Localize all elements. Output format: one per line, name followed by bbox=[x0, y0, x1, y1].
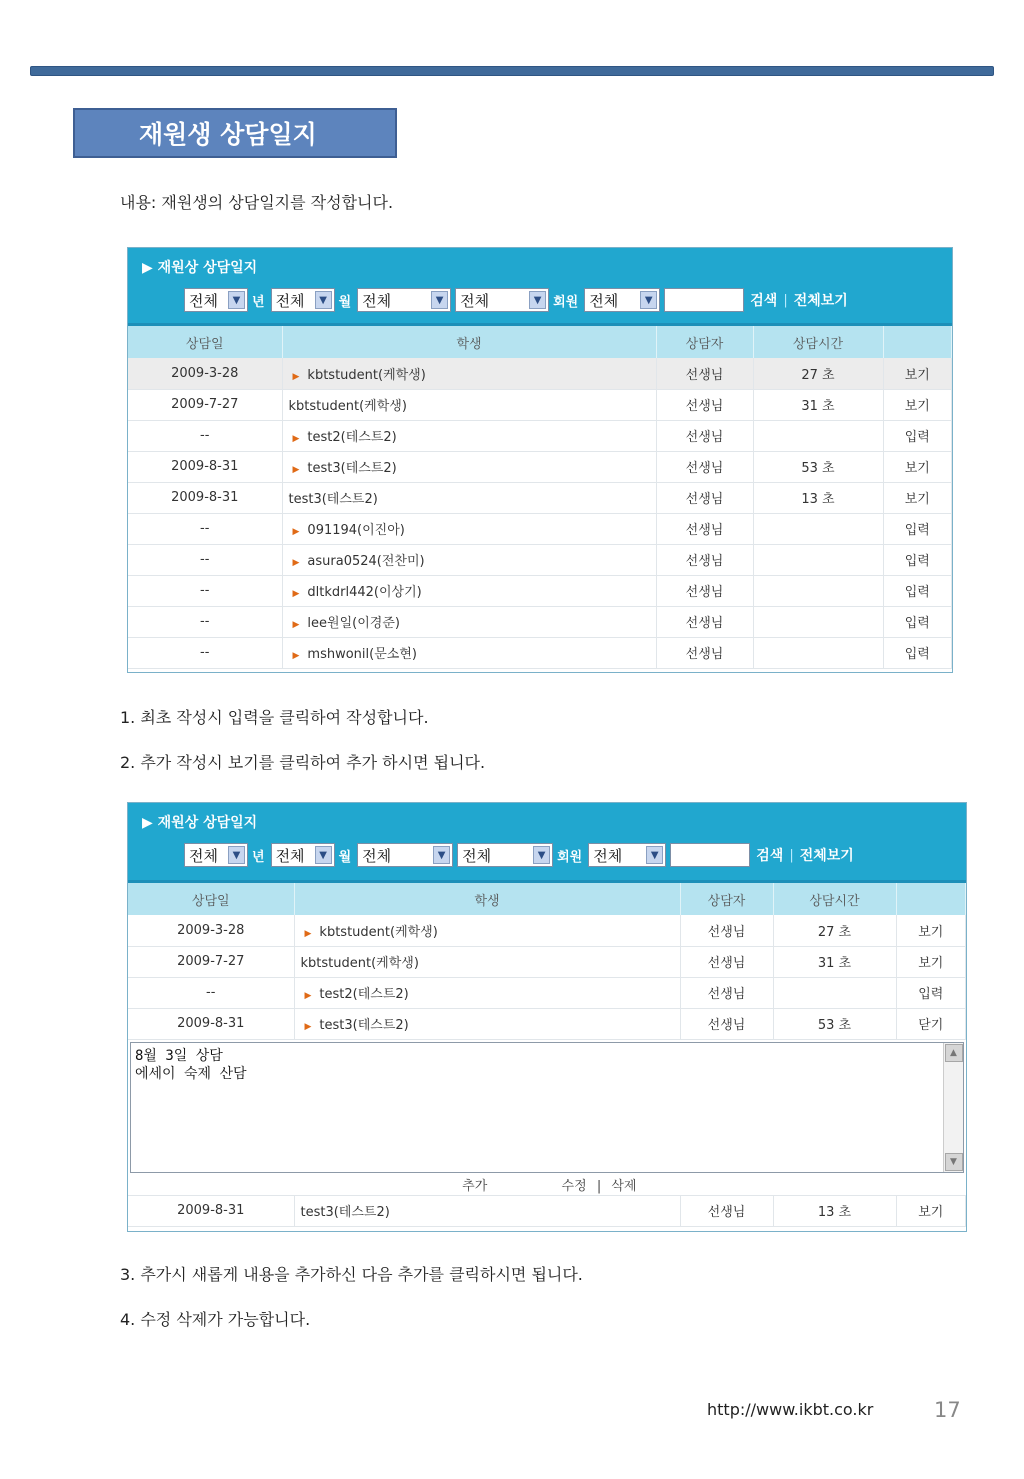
row-student bbox=[282, 389, 656, 420]
year-label: 년 bbox=[252, 849, 265, 865]
row-student-name: test2(테스트2) bbox=[307, 430, 397, 445]
scroll-down-icon[interactable]: ▼ bbox=[945, 1153, 963, 1171]
search-input[interactable] bbox=[670, 843, 750, 867]
table-row bbox=[128, 482, 952, 513]
triangle-right-icon: ▶ bbox=[292, 465, 300, 475]
search-button[interactable]: 검색 bbox=[756, 848, 784, 864]
triangle-right-icon: ▶ bbox=[292, 371, 300, 382]
month-select[interactable] bbox=[271, 843, 335, 867]
col-header-date: 상담일 bbox=[128, 326, 282, 358]
class-select[interactable] bbox=[357, 288, 451, 312]
chevron-down-icon: ▼ bbox=[640, 291, 657, 309]
year-select-value: 전체 bbox=[189, 291, 218, 310]
row-student-name: mshwonil(문소현) bbox=[307, 647, 417, 662]
counsel-log-panel-2 bbox=[127, 802, 967, 1232]
memo-row bbox=[128, 1039, 966, 1195]
table-row bbox=[128, 575, 952, 606]
header-divider bbox=[128, 323, 952, 326]
counsel-log-panel-1 bbox=[127, 247, 953, 673]
row-student-name: kbtstudent(케학생) bbox=[300, 956, 419, 971]
class-select-value: 전체 bbox=[362, 291, 392, 310]
row-student bbox=[294, 1195, 680, 1226]
row-student bbox=[294, 977, 680, 1008]
row-date: 2009-3-28 bbox=[128, 915, 294, 946]
member-select[interactable] bbox=[584, 288, 660, 312]
memo-edit-button[interactable]: 수정 bbox=[561, 1178, 587, 1194]
row-time bbox=[753, 513, 883, 544]
row-time: 31 초 bbox=[753, 389, 883, 420]
row-time bbox=[753, 575, 883, 606]
row-date: -- bbox=[128, 544, 282, 575]
triangle-right-icon: ▶ bbox=[304, 991, 312, 1001]
class-select[interactable] bbox=[357, 843, 453, 867]
row-time: 53 초 bbox=[773, 1008, 896, 1039]
table-header-row bbox=[128, 326, 952, 358]
row-student bbox=[282, 637, 656, 668]
row-counselor: 선생님 bbox=[656, 420, 753, 451]
row-student-name: test3(테스트2) bbox=[300, 1205, 390, 1220]
row-action-link[interactable]: 입력 bbox=[883, 606, 952, 637]
triangle-right-icon: ▶ bbox=[292, 558, 300, 568]
col-header-counselor: 상담자 bbox=[656, 326, 753, 358]
row-student bbox=[282, 544, 656, 575]
chevron-down-icon: ▼ bbox=[533, 846, 550, 864]
step-2-text: 2. 추가 작성시 보기를 클릭하여 추가 하시면 됩니다. bbox=[120, 753, 486, 772]
table-row bbox=[128, 915, 966, 946]
row-counselor: 선생님 bbox=[656, 482, 753, 513]
member-select-value: 전체 bbox=[593, 846, 623, 865]
filter-bar bbox=[184, 843, 854, 867]
row-student-name: test3(테스트2) bbox=[307, 461, 397, 476]
table-row bbox=[128, 637, 952, 668]
table-row bbox=[128, 451, 952, 482]
search-input[interactable] bbox=[664, 288, 744, 312]
member-label: 회원 bbox=[553, 294, 579, 310]
memo-add-button[interactable]: 추가 bbox=[462, 1178, 488, 1194]
row-time: 31 초 bbox=[773, 946, 896, 977]
filter-bar bbox=[184, 288, 848, 312]
intro-text: 내용: 재원생의 상담일지를 작성합니다. bbox=[120, 193, 394, 212]
row-time: 13 초 bbox=[753, 482, 883, 513]
memo-actions bbox=[128, 1175, 966, 1195]
table-row bbox=[128, 977, 966, 1008]
row-time bbox=[753, 544, 883, 575]
chevron-down-icon: ▼ bbox=[646, 846, 663, 864]
row-date: 2009-7-27 bbox=[128, 946, 294, 977]
triangle-right-icon: ▶ bbox=[292, 651, 300, 661]
row-date: -- bbox=[128, 420, 282, 451]
month-label: 월 bbox=[338, 849, 352, 865]
row-time bbox=[753, 637, 883, 668]
member-select-value: 전체 bbox=[589, 291, 619, 310]
chevron-down-icon: ▼ bbox=[433, 846, 450, 864]
row-counselor: 선생님 bbox=[680, 946, 773, 977]
panel-header bbox=[128, 248, 952, 326]
col-header-time: 상담시간 bbox=[753, 326, 883, 358]
section-title-text: 재원생 상담일지 bbox=[139, 120, 317, 149]
close-link[interactable]: 닫기 bbox=[896, 1008, 966, 1039]
row-date: 2009-8-31 bbox=[128, 451, 282, 482]
section-title bbox=[73, 108, 397, 158]
memo-cell bbox=[128, 1039, 966, 1195]
row-action-link[interactable]: 입력 bbox=[883, 575, 952, 606]
table-row bbox=[128, 606, 952, 637]
row-counselor: 선생님 bbox=[680, 977, 773, 1008]
row-student-name: test3(테스트2) bbox=[288, 492, 378, 507]
row-counselor: 선생님 bbox=[656, 544, 753, 575]
top-divider-bar bbox=[30, 66, 994, 76]
row-counselor: 선생님 bbox=[656, 451, 753, 482]
row-student bbox=[294, 915, 680, 946]
separator: | bbox=[596, 1178, 602, 1194]
row-action-link[interactable]: 보기 bbox=[896, 946, 966, 977]
memo-text: 8월 3일 상담 에세이 숙제 산담 bbox=[135, 1047, 247, 1082]
year-select[interactable] bbox=[184, 843, 248, 867]
view-all-button[interactable]: 전체보기 bbox=[793, 293, 848, 309]
panel-title: ▶ 재원상 상담일지 bbox=[142, 815, 258, 831]
triangle-right-icon: ▶ bbox=[292, 620, 300, 630]
triangle-right-icon: ▶ bbox=[304, 1022, 312, 1032]
col-header-counselor: 상담자 bbox=[680, 883, 773, 915]
table-row bbox=[128, 420, 952, 451]
counsel-table-1 bbox=[128, 326, 952, 669]
row-student-name: test2(테스트2) bbox=[319, 987, 409, 1002]
view-all-button[interactable]: 전체보기 bbox=[799, 848, 854, 864]
triangle-right-icon: ▶ bbox=[292, 589, 300, 599]
row-student-name: kbtstudent(케학생) bbox=[307, 367, 426, 383]
group-select[interactable] bbox=[455, 288, 549, 312]
group-select-value: 전체 bbox=[460, 291, 490, 310]
row-student-name: lee원일(이경준) bbox=[307, 616, 400, 631]
row-date: -- bbox=[128, 977, 294, 1008]
row-action-link[interactable]: 입력 bbox=[883, 513, 952, 544]
group-select[interactable] bbox=[457, 843, 553, 867]
chevron-down-icon: ▼ bbox=[228, 291, 245, 309]
row-student bbox=[282, 482, 656, 513]
table-row bbox=[128, 1195, 966, 1226]
col-header-time: 상담시간 bbox=[773, 883, 896, 915]
note-3-text: 3. 추가시 새롭게 내용을 추가하신 다음 추가를 클릭하시면 됩니다. bbox=[120, 1265, 583, 1284]
member-select[interactable] bbox=[588, 843, 666, 867]
col-header-action bbox=[896, 883, 966, 915]
counsel-table-2 bbox=[128, 883, 966, 1227]
row-date: -- bbox=[128, 513, 282, 544]
table-row bbox=[128, 544, 952, 575]
row-student bbox=[282, 606, 656, 637]
row-action-link[interactable]: 보기 bbox=[896, 1195, 966, 1226]
row-time: 27 초 bbox=[753, 358, 883, 389]
panel-header bbox=[128, 803, 966, 883]
year-select-value: 전체 bbox=[189, 846, 218, 865]
row-time bbox=[753, 420, 883, 451]
panel-title: ▶ 재원상 상담일지 bbox=[142, 260, 258, 276]
row-date: 2009-3-28 bbox=[128, 358, 282, 389]
separator: | bbox=[789, 847, 794, 863]
row-date: 2009-8-31 bbox=[128, 1195, 294, 1226]
row-student bbox=[282, 358, 656, 389]
row-counselor: 선생님 bbox=[656, 606, 753, 637]
row-action-link[interactable]: 입력 bbox=[883, 420, 952, 451]
row-counselor: 선생님 bbox=[680, 1195, 773, 1226]
footer-url[interactable]: http://www.ikbt.co.kr bbox=[707, 1400, 874, 1419]
month-label: 월 bbox=[338, 294, 352, 310]
row-action-link[interactable]: 입력 bbox=[896, 977, 966, 1008]
month-select[interactable] bbox=[271, 288, 335, 312]
memo-scrollbar[interactable] bbox=[943, 1043, 963, 1172]
row-student bbox=[294, 946, 680, 977]
triangle-right-icon: ▶ bbox=[292, 434, 300, 444]
row-time bbox=[753, 606, 883, 637]
row-student-name: 091194(이진아) bbox=[307, 523, 405, 538]
row-student bbox=[282, 420, 656, 451]
row-student-name: asura0524(전찬미) bbox=[307, 554, 425, 569]
triangle-right-icon: ▶ bbox=[304, 928, 312, 939]
table-row bbox=[128, 513, 952, 544]
row-time: 13 초 bbox=[773, 1195, 896, 1226]
row-date: -- bbox=[128, 575, 282, 606]
row-student-name: kbtstudent(케학생) bbox=[288, 399, 407, 414]
member-label: 회원 bbox=[557, 849, 583, 865]
row-date: 2009-8-31 bbox=[128, 482, 282, 513]
class-select-value: 전체 bbox=[362, 846, 392, 865]
memo-delete-button[interactable]: 삭제 bbox=[611, 1178, 637, 1194]
month-select-value: 전체 bbox=[275, 846, 305, 865]
row-date: -- bbox=[128, 606, 282, 637]
row-student bbox=[282, 451, 656, 482]
row-student-name: dltkdrl442(이상기) bbox=[307, 585, 422, 600]
chevron-down-icon: ▼ bbox=[315, 291, 332, 309]
month-select-value: 전체 bbox=[275, 291, 305, 310]
row-student bbox=[282, 513, 656, 544]
row-action-link[interactable]: 보기 bbox=[883, 358, 952, 389]
row-date: 2009-7-27 bbox=[128, 389, 282, 420]
memo-textarea[interactable] bbox=[130, 1042, 964, 1173]
separator: | bbox=[783, 292, 788, 308]
row-action-link[interactable]: 보기 bbox=[896, 915, 966, 946]
chevron-down-icon: ▼ bbox=[228, 846, 245, 864]
triangle-right-icon: ▶ bbox=[292, 527, 300, 537]
search-button[interactable]: 검색 bbox=[750, 293, 778, 309]
table-row bbox=[128, 389, 952, 420]
step-1-text: 1. 최초 작성시 입력을 클릭하여 작성합니다. bbox=[120, 708, 429, 727]
row-time: 27 초 bbox=[773, 915, 896, 946]
chevron-down-icon: ▼ bbox=[431, 291, 448, 309]
row-counselor: 선생님 bbox=[680, 1008, 773, 1039]
row-action-link[interactable]: 보기 bbox=[883, 482, 952, 513]
scroll-up-icon[interactable]: ▲ bbox=[945, 1044, 963, 1062]
group-select-value: 전체 bbox=[462, 846, 492, 865]
chevron-down-icon: ▼ bbox=[315, 846, 332, 864]
row-action-link[interactable]: 입력 bbox=[883, 544, 952, 575]
table-row bbox=[128, 946, 966, 977]
year-label: 년 bbox=[252, 294, 265, 310]
table-header-row bbox=[128, 883, 966, 915]
table-row bbox=[128, 1008, 966, 1039]
row-action-link[interactable]: 입력 bbox=[883, 637, 952, 668]
chevron-down-icon: ▼ bbox=[529, 291, 546, 309]
row-time bbox=[773, 977, 896, 1008]
year-select[interactable] bbox=[184, 288, 248, 312]
header-divider bbox=[128, 880, 966, 883]
row-counselor: 선생님 bbox=[656, 513, 753, 544]
col-header-student: 학생 bbox=[294, 883, 680, 915]
row-counselor: 선생님 bbox=[656, 389, 753, 420]
row-student-name: kbtstudent(케학생) bbox=[319, 924, 438, 940]
row-student bbox=[282, 575, 656, 606]
row-student bbox=[294, 1008, 680, 1039]
row-date: -- bbox=[128, 637, 282, 668]
row-student-name: test3(테스트2) bbox=[319, 1018, 409, 1033]
row-date: 2009-8-31 bbox=[128, 1008, 294, 1039]
col-header-date: 상담일 bbox=[128, 883, 294, 915]
row-counselor: 선생님 bbox=[656, 575, 753, 606]
table-row bbox=[128, 358, 952, 389]
page-number: 17 bbox=[934, 1398, 961, 1422]
note-4-text: 4. 수정 삭제가 가능합니다. bbox=[120, 1310, 311, 1329]
row-counselor: 선생님 bbox=[656, 637, 753, 668]
row-counselor: 선생님 bbox=[656, 358, 753, 389]
col-header-student: 학생 bbox=[282, 326, 656, 358]
row-action-link[interactable]: 보기 bbox=[883, 451, 952, 482]
row-action-link[interactable]: 보기 bbox=[883, 389, 952, 420]
col-header-action bbox=[883, 326, 952, 358]
row-counselor: 선생님 bbox=[680, 915, 773, 946]
row-time: 53 초 bbox=[753, 451, 883, 482]
